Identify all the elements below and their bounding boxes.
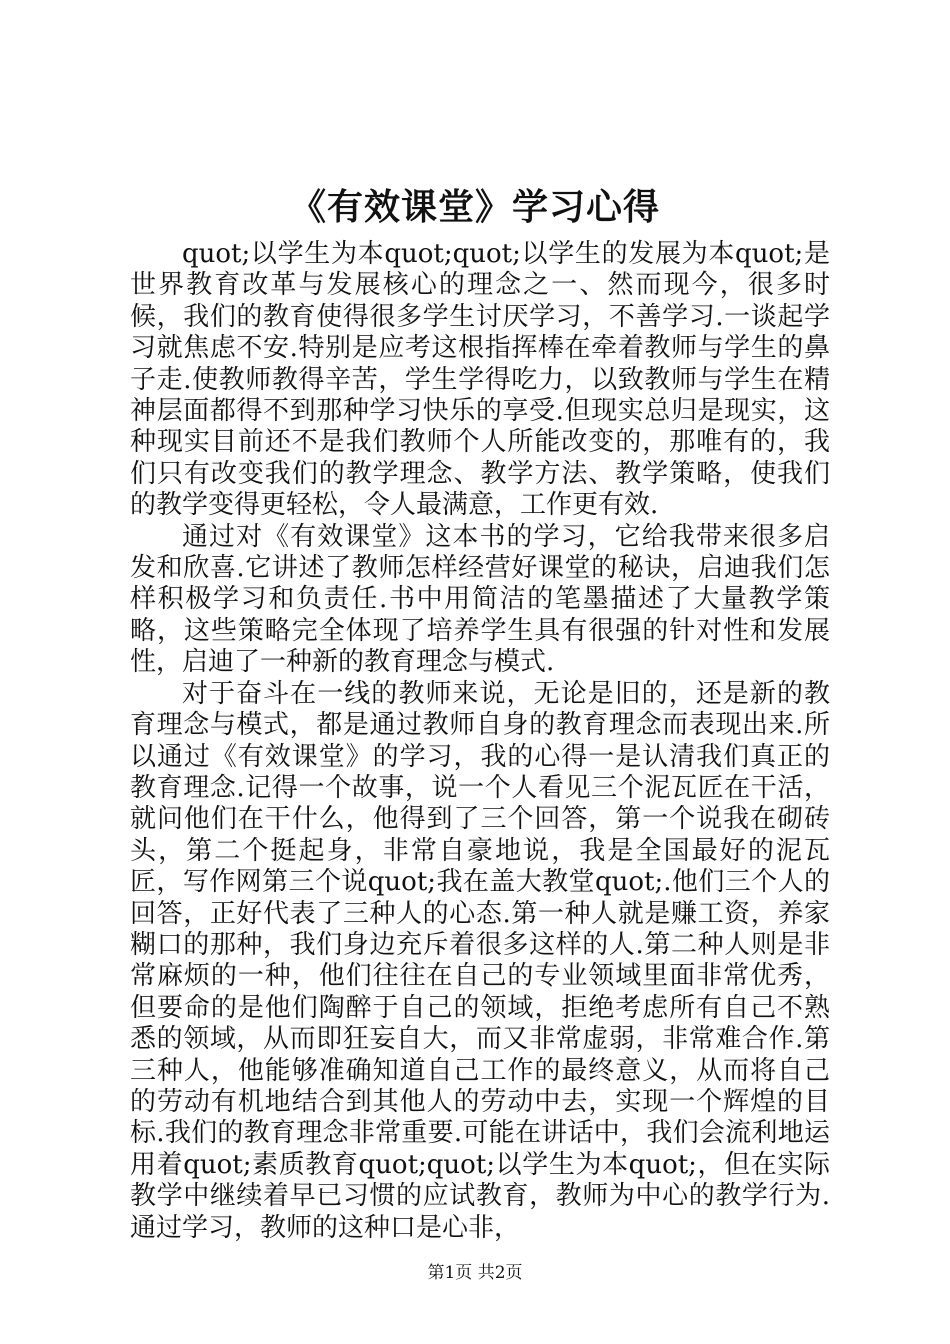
paragraph-3: 对于奋斗在一线的教师来说，无论是旧的，还是新的教育理念与模式，都是通过教师自身的教育理念而表现出来.所以通过《有效课堂》的学习，我的心得一是认清我们真正的教育理念.记得一个故事，说一个人看见三个泥瓦匠在干活，就问他们在干什么，他得到了三个回答，第一个说我在砌砖头，第二个挺起身，非常自豪地说，我是全国最好的泥瓦匠，写作网第三个说quot;我在盖大教堂quot;.他们三个人的回答，正好代表了三种人的心态.第一种人就是赚工资，养家糊口的那种，我们身边充斥着很多这样的人.第二种人则是非常麻烦的一种，他们往往在自己的专业领域里面非常优秀，但要命的是他们陶醉于自己的领域，拒绝考虑所有自己不熟悉的领域，从而即狂妄自大，而又非常虚弱，非常难合作.第三种人，他能够准确知道自己工作的最终意义，从而将自己的劳动有机地结合到其他人的劳动中去，实现一个辉煌的目标.我们的教育理念非常重要.可能在讲话中，我们会流利地运用着quot;素质教育quot;quot;以学生为本quot;，但在实际教学中继续着早已习惯的应试教育，教师为中心的教学行为.通过学习，教师的这种口是心非， (130, 678, 830, 1243)
document-title: 《有效课堂》学习心得 (289, 186, 660, 228)
page-number-footer: 第1页 共2页 (427, 1263, 523, 1283)
paragraph-2: 通过对《有效课堂》这本书的学习，它给我带来很多启发和欣喜.它讲述了教师怎样经营好课堂的秘诀，启迪我们怎样积极学习和负责任.书中用简洁的笔墨描述了大量教学策略，这些策略完全体现了培养学生具有很强的针对性和发展性，启迪了一种新的教育理念与模式. (130, 521, 830, 678)
document-body (130, 239, 830, 1244)
paragraph-1: quot;以学生为本quot;quot;以学生的发展为本quot;是世界教育改革与发展核心的理念之一、然而现今，很多时候，我们的教育使得很多学生讨厌学习，不善学习.一谈起学习就焦虑不安.特别是应考这根指挥棒在牵着教师与学生的鼻子走.使教师教得辛苦，学生学得吃力，以致教师与学生在精神层面都得不到那种学习快乐的享受.但现实总归是现实，这种现实目前还不是我们教师个人所能改变的，那唯有的，我们只有改变我们的教学理念、教学方法、教学策略，使我们的教学变得更轻松，令人最满意，工作更有效. (130, 239, 830, 521)
